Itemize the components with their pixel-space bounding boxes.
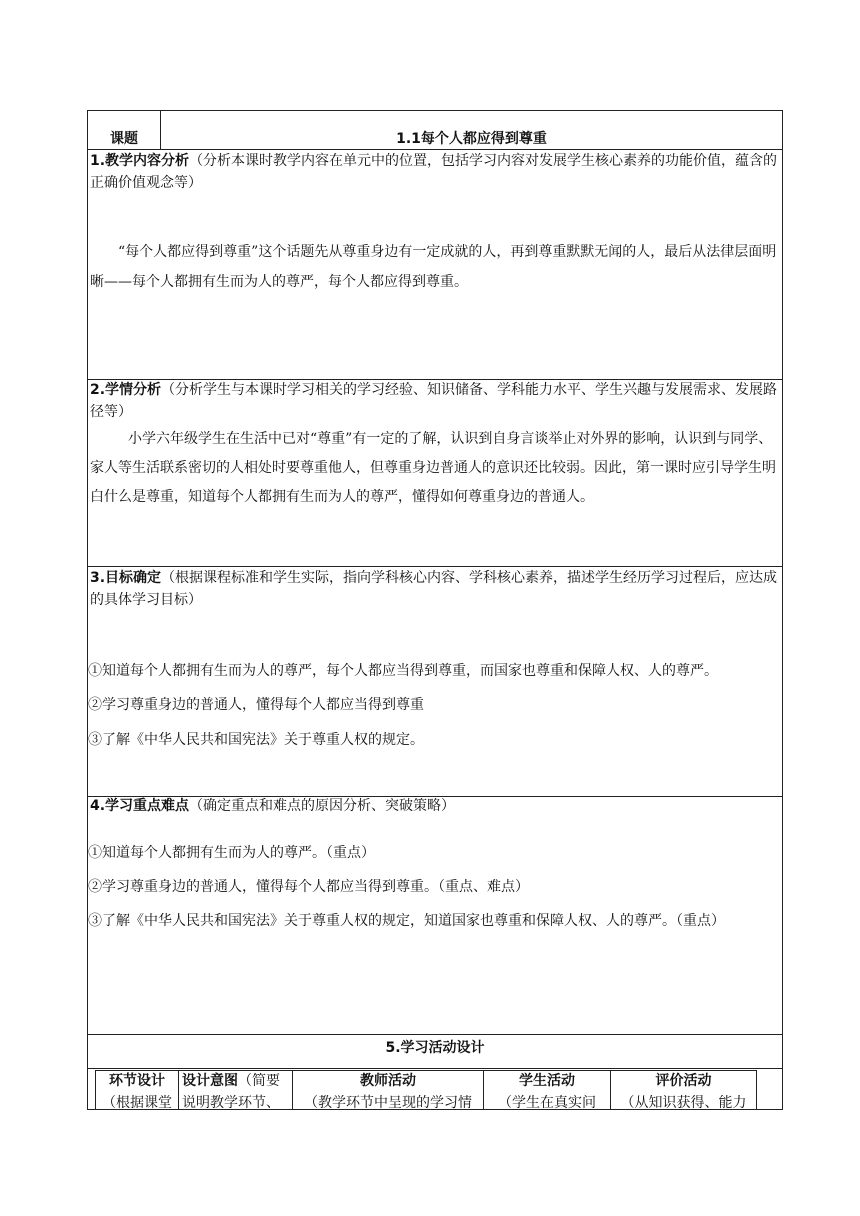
section-4-heading bbox=[90, 795, 780, 817]
section-4-title: 4.学习重点难点 bbox=[90, 798, 190, 814]
column-intent-sub: 说明教学环节、 bbox=[182, 1095, 280, 1111]
section-1-heading bbox=[90, 150, 780, 194]
column-student-sub: （学生在真实问 bbox=[498, 1095, 596, 1111]
section-1-title: 1.教学内容分析 bbox=[90, 153, 190, 169]
lesson-plan-table bbox=[87, 110, 783, 1110]
column-header-evaluation bbox=[611, 1070, 756, 1114]
column-divider bbox=[756, 1070, 757, 1110]
column-header-intent bbox=[182, 1070, 292, 1114]
section-3-note: （根据课程标准和学生实际，指向学科核心内容、学科核心素养，描述学生经历学习过程后，应达成的具体学习目标） bbox=[90, 570, 778, 608]
column-header-stage bbox=[96, 1070, 178, 1114]
topic-title: 1.1每个人都应得到尊重 bbox=[396, 131, 547, 147]
section-2-note: （分析学生与本课时学习相关的学习经验、知识储备、学科能力水平、学生兴趣与发展需求、发展路径等） bbox=[90, 382, 778, 420]
column-student-head: 学生活动 bbox=[519, 1073, 575, 1089]
row-divider bbox=[88, 1068, 782, 1069]
row-divider bbox=[88, 1034, 782, 1035]
goal-item: ③了解《中华人民共和国宪法》关于尊重人权的规定。 bbox=[88, 732, 424, 748]
section-1-note: （分析本课时教学内容在单元中的位置，包括学习内容对发展学生核心素养的功能价值，蕴含的正确价值观念等） bbox=[90, 153, 778, 191]
column-teacher-head: 教师活动 bbox=[360, 1073, 416, 1089]
activity-title: 5.学习活动设计 bbox=[385, 1040, 485, 1056]
column-header-student bbox=[484, 1070, 610, 1114]
key-point-item: ③了解《中华人民共和国宪法》关于尊重人权的规定，知道国家也尊重和保障人权、人的尊严。（重点） bbox=[88, 913, 725, 929]
column-header-teacher bbox=[293, 1070, 483, 1114]
goal-item: ②学习尊重身边的普通人，懂得每个人都应当得到尊重 bbox=[88, 697, 424, 713]
column-evaluation-head: 评价活动 bbox=[655, 1073, 712, 1089]
column-intent-note: （简要 bbox=[238, 1073, 280, 1089]
section-2-body: 小学六年级学生在生活中已对“尊重”有一定的了解，认识到自身言谈举止对外界的影响，认识到与同学、家人等生活联系密切的人相处时要尊重他人，但尊重身边普通人的意识还比较弱。因此，第一课时应引导学生明白什么是尊重，知道每个人都拥有生而为人的尊严，懂得如何尊重身边的普通人。 bbox=[90, 431, 776, 505]
section-2-title: 2.学情分析 bbox=[90, 382, 162, 398]
column-stage-sub: （根据课堂 bbox=[102, 1095, 172, 1111]
column-teacher-sub: （教学环节中呈现的学习情 bbox=[304, 1095, 472, 1111]
section-1-body: “每个人都应得到尊重”这个话题先从尊重身边有一定成就的人，再到尊重默默无闻的人，最后从法律层面明晰——每个人都拥有生而为人的尊严，每个人都应得到尊重。 bbox=[90, 244, 777, 290]
topic-label: 课题 bbox=[110, 131, 138, 147]
key-point-item: ①知道每个人都拥有生而为人的尊严。（重点） bbox=[88, 845, 375, 861]
section-3-title: 3.目标确定 bbox=[90, 570, 162, 586]
section-2-heading bbox=[90, 379, 780, 423]
column-divider bbox=[178, 1070, 179, 1110]
section-3-heading bbox=[90, 567, 780, 611]
section-4-note: （确定重点和难点的原因分析、突破策略） bbox=[189, 798, 456, 814]
column-evaluation-sub: （从知识获得、能力 bbox=[620, 1095, 747, 1111]
column-stage-head: 环节设计 bbox=[109, 1073, 165, 1089]
goal-item: ①知道每个人都拥有生而为人的尊严，每个人都应当得到尊重，而国家也尊重和保障人权、人的尊严。 bbox=[88, 663, 718, 679]
key-point-item: ②学习尊重身边的普通人，懂得每个人都应当得到尊重。（重点、难点） bbox=[88, 879, 529, 895]
column-intent-head: 设计意图 bbox=[182, 1073, 238, 1089]
